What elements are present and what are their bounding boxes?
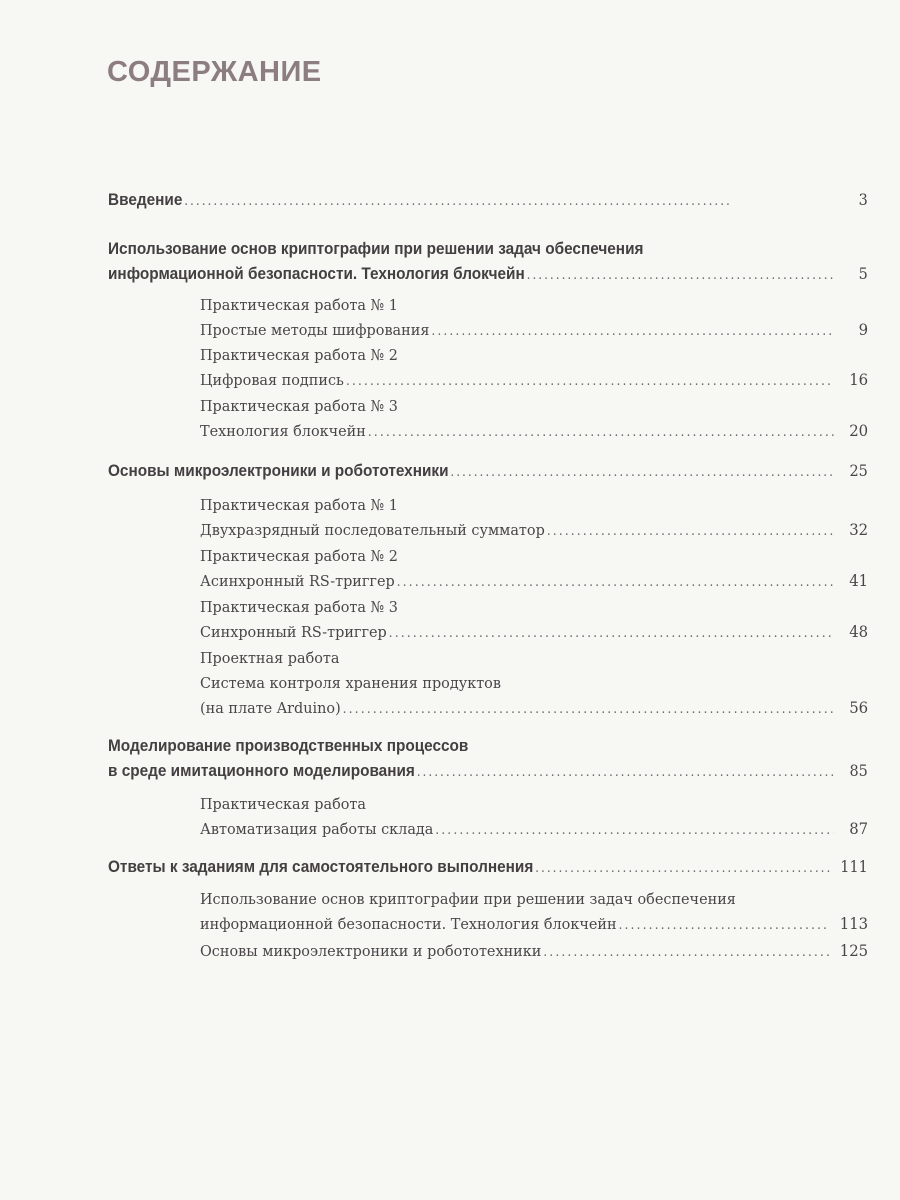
toc-line [200, 569, 868, 594]
toc-line [200, 817, 868, 842]
toc-entry-text: Синхронный RS-триггер [200, 623, 387, 641]
toc-subsection[interactable] [200, 394, 868, 444]
toc-entry-text: Автоматизация работы склада [200, 820, 434, 838]
toc-line [200, 912, 868, 937]
page-number: 41 [849, 572, 869, 590]
page-number: 87 [849, 820, 869, 838]
toc-section[interactable] [108, 459, 868, 484]
toc-line [200, 293, 868, 318]
toc-entry-text: Система контроля хранения продуктов [200, 674, 501, 692]
toc-line [108, 188, 868, 213]
toc-subsection[interactable] [200, 887, 868, 937]
toc-subsection[interactable] [200, 792, 868, 842]
toc-line [200, 939, 868, 964]
toc-line [108, 855, 868, 880]
toc-subsection[interactable] [200, 646, 868, 721]
page-number: 85 [849, 762, 868, 780]
dot-leader [543, 940, 830, 965]
dot-leader [431, 319, 833, 344]
toc-section[interactable] [108, 855, 868, 880]
toc-line [200, 887, 868, 912]
toc-line [108, 734, 868, 759]
toc-line [200, 419, 868, 444]
dot-leader [535, 856, 831, 881]
toc-line [200, 318, 868, 343]
toc-entry-text: Моделирование производственных процессов [108, 737, 469, 755]
page-number: 32 [849, 521, 869, 539]
toc-entry-text: Использование основ криптографии при решении задач обеспечения [108, 240, 644, 258]
dot-leader [184, 189, 834, 214]
dot-leader [450, 460, 834, 485]
toc-line [200, 646, 868, 671]
toc-entry-text: Асинхронный RS-триггер [200, 572, 395, 590]
toc-line [200, 518, 868, 543]
toc-entry-text: в среде имитационного моделирования [108, 762, 415, 780]
toc-entry-text: информационной безопасности. Технология блокчейн [108, 265, 525, 283]
dot-leader [527, 263, 835, 288]
toc-line [108, 759, 868, 784]
toc-entry-text: Основы микроэлектроники и робототехники [108, 462, 449, 480]
toc-line [108, 262, 868, 287]
toc-entry-text: информационной безопасности. Технология блокчейн [200, 915, 617, 933]
page-number: 48 [849, 623, 869, 641]
page-title: СОДЕРЖАНИЕ [107, 56, 322, 88]
toc-entry-text: Ответы к заданиям для самостоятельного выполнения [108, 858, 534, 876]
toc-line [108, 459, 868, 484]
toc-entry-text: (на плате Arduino) [200, 699, 341, 717]
toc-line [108, 237, 868, 262]
dot-leader [343, 697, 834, 722]
toc-section[interactable] [108, 188, 868, 213]
dot-leader [368, 420, 834, 445]
toc-subsection[interactable] [200, 343, 868, 393]
toc-subsection[interactable] [200, 939, 868, 964]
toc-line [200, 792, 868, 817]
page-number: 5 [858, 265, 868, 283]
toc-entry-text: Практическая работа № 1 [200, 296, 398, 314]
toc-line [200, 544, 868, 569]
toc-subsection[interactable] [200, 595, 868, 645]
toc-entry-text: Практическая работа № 1 [200, 496, 398, 514]
toc-section[interactable] [108, 237, 868, 287]
page-number: 56 [849, 699, 869, 717]
dot-leader [547, 519, 834, 544]
toc-line [200, 671, 868, 696]
page-number: 3 [858, 191, 868, 209]
toc-entry-text: Цифровая подпись [200, 371, 344, 389]
toc-entry-text: Проектная работа [200, 649, 340, 667]
toc-entry-text: Двухразрядный последовательный сумматор [200, 521, 545, 539]
page-number: 25 [849, 462, 868, 480]
toc-line [200, 696, 868, 721]
dot-leader [417, 760, 835, 785]
page-number: 125 [839, 942, 869, 960]
dot-leader [619, 913, 831, 938]
toc-entry-text: Практическая работа № 2 [200, 547, 398, 565]
page-number: 111 [840, 858, 868, 876]
toc-line [200, 595, 868, 620]
dot-leader [389, 621, 834, 646]
page-number: 16 [849, 371, 869, 389]
toc-line [200, 394, 868, 419]
toc-line [200, 343, 868, 368]
toc-entry-text: Практическая работа № 2 [200, 346, 398, 364]
toc-entry-text: Технология блокчейн [200, 422, 366, 440]
dot-leader [346, 369, 834, 394]
toc-entry-text: Простые методы шифрования [200, 321, 430, 339]
page-number: 113 [839, 915, 869, 933]
toc-entry-text: Введение [108, 191, 183, 209]
page-number: 20 [849, 422, 869, 440]
dot-leader [397, 570, 834, 595]
toc-line [200, 493, 868, 518]
toc-line [200, 368, 868, 393]
toc-entry-text: Основы микроэлектроники и робототехники [200, 942, 542, 960]
toc-subsection[interactable] [200, 293, 868, 343]
toc-entry-text: Практическая работа № 3 [200, 397, 398, 415]
toc-entry-text: Практическая работа № 3 [200, 598, 398, 616]
toc-section[interactable] [108, 734, 868, 784]
toc-subsection[interactable] [200, 544, 868, 594]
toc-line [200, 620, 868, 645]
toc-subsection[interactable] [200, 493, 868, 543]
page-number: 9 [858, 321, 869, 339]
dot-leader [435, 818, 833, 843]
toc-entry-text: Использование основ криптографии при решении задач обеспечения [200, 890, 736, 908]
toc-entry-text: Практическая работа [200, 795, 366, 813]
